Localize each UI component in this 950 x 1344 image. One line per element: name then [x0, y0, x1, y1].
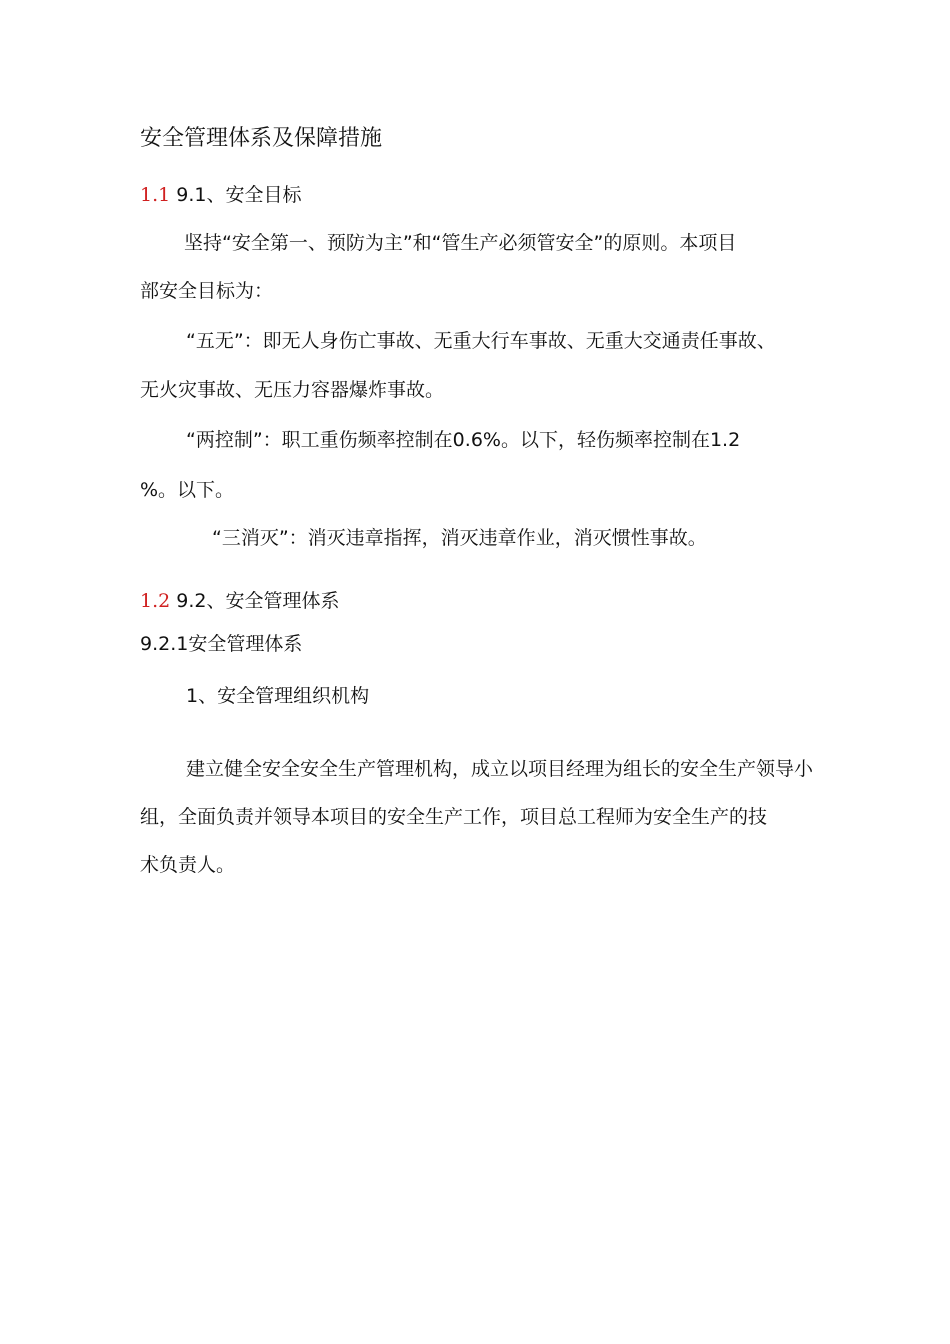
intro-line-2: 部安全目标为：: [140, 280, 274, 302]
paragraph-line-3: 术负责人。: [140, 854, 236, 876]
intro-line-1: 坚持“安全第一、预防为主”和“管生产必须管安全”的原则。本项目: [184, 232, 737, 254]
section-2-number: 1.2: [140, 590, 171, 612]
two-control-line-1: “两控制”：职工重伤频率控制在0.6%。以下，轻伤频率控制在1.2: [186, 429, 741, 451]
paragraph-line-1: 建立健全安全安全生产管理机构，成立以项目经理为组长的安全生产领导小: [186, 758, 814, 780]
section-1-heading-text: 9.1、安全目标: [176, 184, 302, 206]
paragraph-line-2: 组，全面负责并领导本项目的安全生产工作，项目总工程师为安全生产的技: [140, 806, 768, 828]
five-no-line-1: “五无”：即无人身伤亡事故、无重大行车事故、无重大交通责任事故、: [186, 330, 776, 352]
section-1-heading: [140, 183, 301, 207]
subsection-heading: 9.2.1安全管理体系: [140, 633, 303, 655]
item-1-heading: 1、安全管理组织机构: [186, 685, 370, 707]
two-control-line-2: %。以下。: [140, 479, 235, 501]
three-eliminate-line: “三消灭”：消灭违章指挥，消灭违章作业，消灭惯性事故。: [212, 527, 707, 549]
section-2-heading-text: 9.2、安全管理体系: [176, 590, 340, 612]
five-no-line-2: 无火灾事故、无压力容器爆炸事故。: [140, 379, 445, 401]
document-title: 安全管理体系及保障措施: [140, 126, 383, 151]
section-1-number: 1.1: [140, 184, 171, 206]
section-2-heading: [140, 589, 339, 613]
